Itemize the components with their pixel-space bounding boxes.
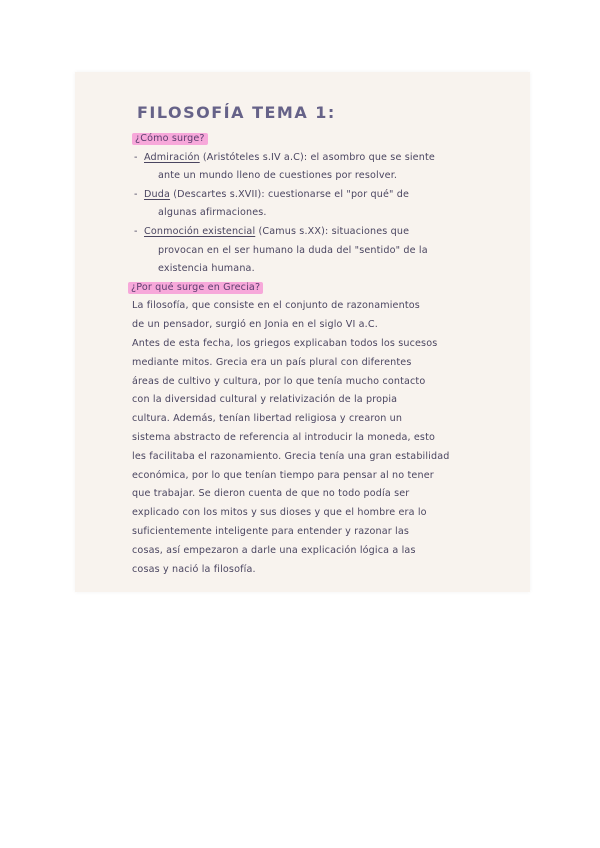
list-item-duda — [132, 186, 512, 223]
list-item-line — [144, 186, 512, 205]
list-item-conmocion — [132, 223, 512, 279]
paragraph-line: explicado con los mitos y sus dioses y que el hombre era lo — [132, 507, 427, 519]
list-dash: - — [134, 225, 138, 237]
paragraph-line: suficientemente inteligente para entender y razonar las — [132, 525, 410, 537]
paragraph-line: Antes de esta fecha, los griegos explicaban todos los sucesos — [132, 337, 438, 349]
question-heading-2 — [128, 279, 512, 298]
paragraph-line: sistema abstracto de referencia al introducir la moneda, esto — [132, 431, 435, 443]
list-item-line — [144, 149, 512, 168]
list-item-term: Conmoción existencial — [144, 225, 256, 237]
list-item-continuation: ante un mundo lleno de cuestiones por resolver. — [158, 170, 398, 182]
paragraph-line: que trabajar. Se dieron cuenta de que no todo podía ser — [132, 488, 410, 500]
list-dash: - — [134, 188, 138, 200]
list-item-term: Duda — [144, 188, 171, 200]
paragraph-line: mediante mitos. Grecia era un país plural con diferentes — [132, 356, 412, 368]
paragraph-line: cosas, así empezaron a darle una explicación lógica a las — [132, 544, 416, 556]
list-item-text: (Descartes s.XVII): cuestionarse el "por qué" de — [170, 188, 410, 200]
list-item-text: (Camus s.XX): situaciones que — [255, 225, 410, 237]
list-dash: - — [134, 151, 138, 163]
list-item-continuation: algunas afirmaciones. — [158, 207, 267, 219]
paragraph-line: La filosofía, que consiste en el conjunto de razonamientos — [132, 300, 420, 312]
paragraph-line: cultura. Además, tenían libertad religiosa y crearon un — [132, 413, 403, 425]
list-item-line — [144, 223, 512, 242]
paragraph-line: les facilitaba el razonamiento. Grecia tenía una gran estabilidad — [132, 450, 450, 462]
paragraph-line: cosas y nació la filosofía. — [132, 563, 256, 575]
paragraph-line: de un pensador, surgió en Jonia en el siglo VI a.C. — [132, 319, 378, 331]
list-item-admiracion — [132, 149, 512, 186]
paragraph-line: con la diversidad cultural y relativización de la propia — [132, 394, 398, 406]
explanation-paragraph — [132, 297, 512, 579]
list-item-text: (Aristóteles s.IV a.C): el asombro que se siente — [199, 151, 435, 163]
paragraph-line: económica, por lo que tenían tiempo para pensar al no tener — [132, 469, 434, 481]
notes-content — [132, 104, 512, 579]
paragraph-line: áreas de cultivo y cultura, por lo que tenía mucho contacto — [132, 375, 426, 387]
list-item-continuation: existencia humana. — [158, 263, 255, 275]
highlighted-question: ¿Por qué surge en Grecia? — [128, 282, 263, 294]
page-title: FILOSOFÍA TEMA 1: — [137, 103, 336, 122]
list-item-continuation: provocan en el ser humano la duda del "sentido" de la — [158, 244, 428, 256]
highlighted-question: ¿Cómo surge? — [132, 133, 208, 145]
question-heading-1 — [132, 130, 512, 149]
list-item-term: Admiración — [144, 151, 200, 163]
